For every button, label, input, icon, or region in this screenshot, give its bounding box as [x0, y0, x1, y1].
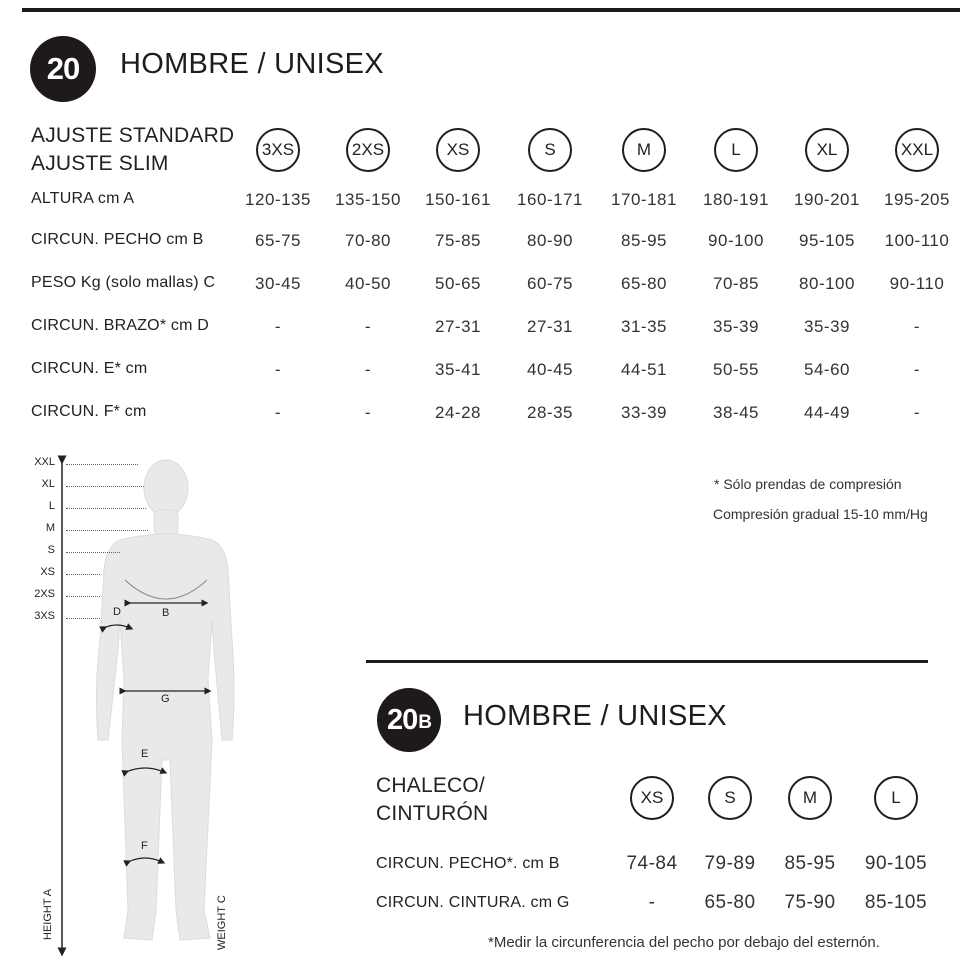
size-circle-xl: XL: [805, 128, 849, 172]
table-cell: 28-35: [527, 403, 573, 422]
row-label: CIRCUN. E* cm: [31, 360, 148, 377]
figure-size-xs: XS: [40, 566, 55, 578]
table-cell: 75-85: [435, 231, 481, 250]
section-divider: [366, 660, 928, 663]
compression-note: * Sólo prendas de compresión: [714, 476, 902, 492]
size-circle-l-2: L: [874, 776, 918, 820]
table-cell: 85-105: [864, 892, 928, 913]
table-cell: 27-31: [435, 317, 481, 336]
figure-size-xxl: XXL: [34, 456, 55, 468]
row-label: CIRCUN. PECHO cm B: [31, 231, 204, 248]
figure-size-2xs: 2XS: [34, 588, 55, 600]
figure-size-xl: XL: [41, 478, 55, 490]
table-cell: 40-50: [345, 274, 391, 293]
fit-label-standard: AJUSTE STANDARD: [31, 124, 235, 147]
table-cell: 95-105: [799, 231, 855, 250]
table-cell: 90-100: [708, 231, 764, 250]
badge-suffix: B: [418, 711, 431, 733]
table-cell: 80-100: [799, 274, 855, 293]
badge-number: 20: [387, 703, 418, 736]
size-circle-xxl: XXL: [895, 128, 939, 172]
table-cell: 150-161: [425, 190, 491, 209]
table-cell: 180-191: [703, 190, 769, 209]
table-cell: 44-49: [804, 403, 850, 422]
table-cell: 80-90: [527, 231, 573, 250]
row-label: CIRCUN. BRAZO* cm D: [31, 317, 210, 334]
size-circle-m-2: M: [788, 776, 832, 820]
belt-label: CINTURÓN: [376, 802, 489, 825]
section-title: HOMBRE / UNISEX: [120, 48, 384, 80]
row-label: CIRCUN. CINTURA. cm G: [376, 894, 570, 911]
size-circle-s: S: [528, 128, 572, 172]
measure-label-e: E: [141, 748, 149, 760]
table-cell: 40-45: [527, 360, 573, 379]
table-cell: 24-28: [435, 403, 481, 422]
tick-line-2xs: [66, 596, 100, 597]
table-cell: -: [364, 360, 372, 379]
row-label: CIRCUN. F* cm: [31, 403, 147, 420]
table-cell: 65-80: [621, 274, 667, 293]
section-title-2: HOMBRE / UNISEX: [463, 700, 727, 732]
tick-line-3xs: [66, 618, 100, 619]
section-badge-20b: [377, 688, 441, 752]
tick-line-xl: [66, 486, 144, 487]
measure-label-f: F: [141, 840, 148, 852]
figure-size-m: M: [45, 522, 55, 534]
table-cell: 31-35: [621, 317, 667, 336]
size-circle-l: L: [714, 128, 758, 172]
tick-line-xs: [66, 574, 100, 575]
tick-line-m: [66, 530, 148, 531]
body-silhouette: [0, 440, 260, 960]
tick-line-s: [66, 552, 120, 553]
table-cell: 85-95: [621, 231, 667, 250]
table-cell: -: [364, 403, 372, 422]
vest-label: CHALECO/: [376, 774, 485, 797]
row-label: CIRCUN. PECHO*. cm B: [376, 855, 560, 872]
table-cell: 85-95: [784, 853, 836, 874]
table-cell: 70-80: [345, 231, 391, 250]
table-cell: 195-205: [884, 190, 950, 209]
table-cell: 33-39: [621, 403, 667, 422]
table-cell: 120-135: [245, 190, 311, 209]
table-cell: 65-80: [704, 892, 756, 913]
table-cell: 50-65: [435, 274, 481, 293]
table-cell: 30-45: [255, 274, 301, 293]
table-cell: 54-60: [804, 360, 850, 379]
table-cell: 35-39: [713, 317, 759, 336]
table-cell: -: [913, 360, 921, 379]
table-cell: -: [648, 892, 656, 913]
table-cell: 160-171: [517, 190, 583, 209]
table-cell: 27-31: [527, 317, 573, 336]
row-label: ALTURA cm A: [31, 190, 135, 207]
table-cell: -: [913, 317, 921, 336]
weight-axis-label: WEIGHT C: [216, 895, 228, 950]
figure-size-l: L: [48, 500, 55, 512]
table-cell: 75-90: [784, 892, 836, 913]
table-cell: 135-150: [335, 190, 401, 209]
table-cell: 50-55: [713, 360, 759, 379]
table-cell: 170-181: [611, 190, 677, 209]
chest-measure-note: *Medir la circunferencia del pecho por debajo del esternón.: [488, 934, 880, 951]
figure-size-3xs: 3XS: [34, 610, 55, 622]
size-circle-2xs: 2XS: [346, 128, 390, 172]
top-rule: [22, 8, 960, 12]
measure-label-b: B: [162, 607, 170, 619]
table-cell: 90-110: [889, 274, 945, 293]
table-cell: 90-105: [864, 853, 928, 874]
section-badge-20: [30, 36, 96, 102]
table-cell: 74-84: [626, 853, 678, 874]
size-circle-m: M: [622, 128, 666, 172]
table-cell: 190-201: [794, 190, 860, 209]
tick-line-xxl: [66, 464, 138, 465]
table-cell: 35-39: [804, 317, 850, 336]
table-cell: -: [274, 360, 282, 379]
table-cell: -: [913, 403, 921, 422]
row-label: PESO Kg (solo mallas) C: [31, 274, 216, 291]
figure-size-s: S: [47, 544, 55, 556]
table-cell: -: [274, 403, 282, 422]
height-axis-label: HEIGHT A: [42, 888, 54, 940]
size-circle-xs-2: XS: [630, 776, 674, 820]
table-cell: 70-85: [713, 274, 759, 293]
measure-label-d: D: [113, 606, 121, 618]
badge-number: 20: [46, 51, 80, 86]
size-circle-xs: XS: [436, 128, 480, 172]
size-circle-s-2: S: [708, 776, 752, 820]
table-cell: 100-110: [884, 231, 950, 250]
table-cell: 38-45: [713, 403, 759, 422]
table-cell: -: [274, 317, 282, 336]
table-cell: 35-41: [435, 360, 481, 379]
size-circle-3xs: 3XS: [256, 128, 300, 172]
table-cell: 65-75: [255, 231, 301, 250]
tick-line-l: [66, 508, 146, 509]
table-cell: -: [364, 317, 372, 336]
measure-label-g: G: [161, 693, 170, 705]
fit-label-slim: AJUSTE SLIM: [31, 152, 169, 175]
table-cell: 60-75: [527, 274, 573, 293]
compression-gradient-note: Compresión gradual 15-10 mm/Hg: [713, 506, 928, 522]
table-cell: 79-89: [704, 853, 756, 874]
body-measurement-figure: [0, 440, 260, 960]
table-cell: 44-51: [621, 360, 667, 379]
